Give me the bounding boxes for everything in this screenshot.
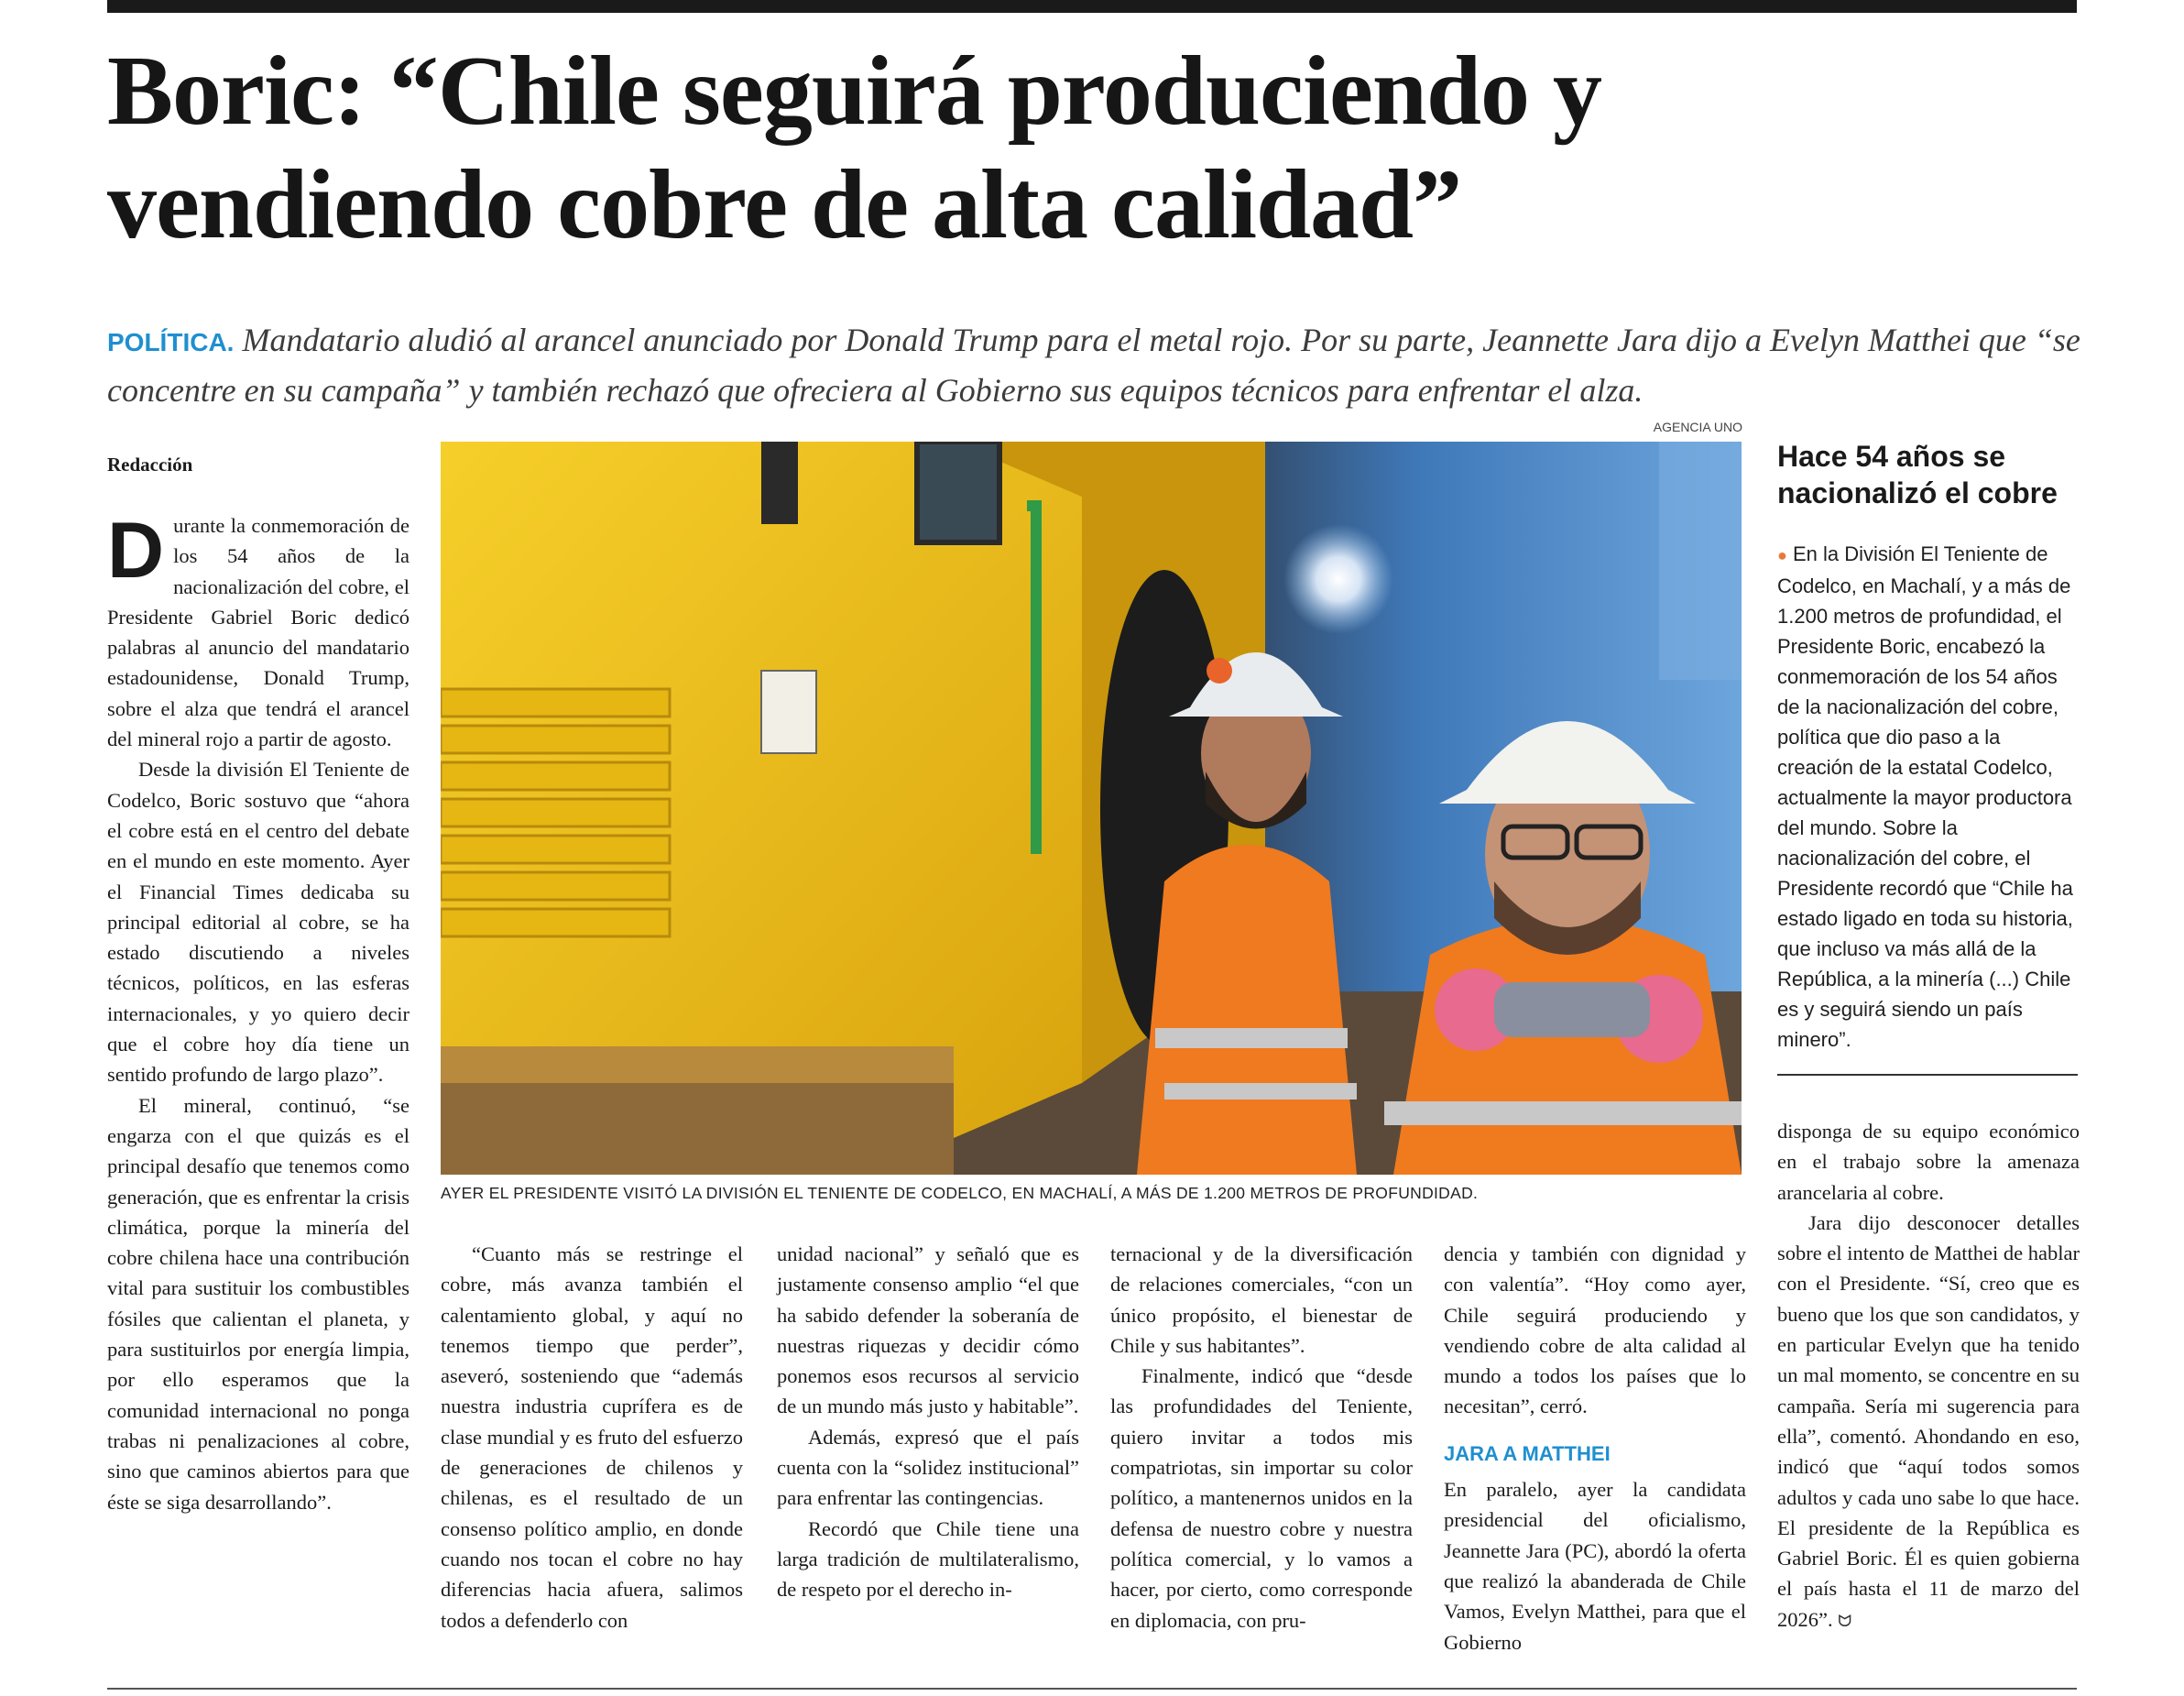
sidebar-text [1777, 539, 2080, 1055]
lead-paragraph [107, 507, 410, 754]
paragraph-text: urante la conmemoración de los 54 años de la nacionalización del cobre, el Presidente Gabriel Boric dedicó palabras al anuncio del mandatario estadounidense, Donald Trump, sobre el alza que tendrá el arancel del mineral rojo a partir de agosto. [107, 514, 410, 751]
bottom-rule [107, 1688, 2077, 1690]
paragraph-text: Jara dijo desconocer detalles sobre el intento de Matthei de hablar con el Presidente. “Sí, creo que es bueno que los que son candidatos, y en particular Evelyn que ha tenido un mal momento, se concentre en su campaña. Sería mi sugerencia para ella”, comentó. Ahondando en eso, indicó que “aquí todos somos adultos y cada uno sabe lo que hace. El presidente de la República es Gabriel Boric. Él es quien gobierna el país hasta el 11 de marzo del 2026”. [1777, 1210, 2080, 1631]
article-column-4 [1110, 1239, 1413, 1636]
paragraph [1777, 1208, 2080, 1636]
headline-line-1: Boric: “Chile seguirá produciendo y [107, 37, 1602, 146]
article-column-3 [777, 1239, 1079, 1605]
paragraph: “Cuanto más se restringe el cobre, más avanza también el calentamiento global, y aquí no tenemos tiempo que perder”, aseveró, sosteniendo que “además nuestra industria cuprífera es de clase mundial y es fruto del esfuerzo de generaciones de chilenos y chilenas, es el resultado de un consenso político amplio, en donde cuando nos tocan el cobre no hay diferencias hacia afuera, salimos todos a defenderlo con [441, 1242, 743, 1632]
byline: Redacción [107, 454, 193, 476]
deck [107, 316, 2086, 414]
article-column-6 [1777, 1116, 2080, 1636]
headline [107, 35, 2123, 262]
article-column-2 [441, 1239, 743, 1636]
deck-text: Mandatario aludió al arancel anunciado por Donald Trump para el metal rojo. Por su parte, Jeannette Jara dijo a Evelyn Matthei que “se concentre en su campaña” y también rechazó que ofreciera al Gobierno sus equipos técnicos para enfrentar el alza. [107, 322, 2080, 409]
paragraph: disponga de su equipo económico en el trabajo sobre la amenaza arancelaria al cobre. [1777, 1120, 2080, 1204]
article-column-1 [107, 507, 410, 1517]
paragraph: Además, expresó que el país cuenta con la “solidez institucional” para enfrentar las contingencias. [777, 1425, 1079, 1510]
paragraph: ternacional y de la diversificación de relaciones comerciales, “con un único propósito, el bienestar de Chile y sus habitantes”. [1110, 1242, 1413, 1357]
news-photo [441, 442, 1742, 1175]
photo-illustration [441, 442, 1742, 1175]
article-column-5 [1444, 1239, 1746, 1658]
bullet-icon: ● [1777, 546, 1787, 564]
top-rule [107, 0, 2077, 13]
end-mark-icon: ᗢ [1838, 1611, 1852, 1630]
headline-line-2: vendiendo cobre de alta calidad” [107, 150, 1462, 259]
section-label: POLÍTICA. [107, 328, 235, 356]
photo-caption: AYER EL PRESIDENTE VISITÓ LA DIVISIÓN EL TENIENTE DE CODELCO, EN MACHALÍ, A MÁS DE 1.200 METROS DE PROFUNDIDAD. [441, 1184, 1479, 1202]
subheading: JARA A MATTHEI [1444, 1441, 1611, 1465]
paragraph: Recordó que Chile tiene una larga tradición de multilateralismo, de respeto por el derecho in- [777, 1516, 1079, 1602]
paragraph: Desde la división El Teniente de Codelco, Boric sostuvo que “ahora el cobre está en el centro del debate en el mundo en este momento. Ayer el Financial Times dedicaba su principal editorial al cobre, se ha estado discutiendo a niveles técnicos, políticos, en las esferas internacionales, y yo quiero decir que el cobre hoy día tiene un sentido profundo de largo plazo”. [107, 758, 410, 1087]
sidebar-divider [1777, 1074, 2078, 1076]
sidebar-title: Hace 54 años se nacionalizó el cobre [1777, 440, 2058, 509]
paragraph: dencia y también con dignidad y con valentía”. “Hoy como ayer, Chile seguirá produciendo y vendiendo cobre de alta calidad al mundo a todos los países que lo necesitan”, cerró. [1444, 1242, 1746, 1418]
paragraph: Finalmente, indicó que “desde las profundidades del Teniente, quiero invitar a todos mis compatriotas, sin importar su color político, a mantenernos unidos en la defensa de nuestro cobre y nuestra política comercial, y lo vamos a hacer, por cierto, como corresponde en diplomacia, con pru- [1110, 1364, 1413, 1632]
drop-cap: D [107, 507, 165, 595]
photo-credit: AGENCIA UNO [1653, 420, 1742, 434]
paragraph: En paralelo, ayer la candidata presidencial del oficialismo, Jeannette Jara (PC), abordó la oferta que realizó la abanderada de Chile Vamos, Evelyn Matthei, para que el Gobierno [1444, 1478, 1746, 1654]
sidebar-body: En la División El Teniente de Codelco, en Machalí, y a más de 1.200 metros de profundidad, el Presidente Boric, encabezó la conmemoración de los 54 años de la nacionalización del cobre, política que dio paso a la creación de la estatal Codelco, actualmente la mayor productora del mundo. Sobre la nacionalización del cobre, el Presidente recordó que “Chile ha estado ligado en toda su historia, que incluso va más allá de la República, a la minería (...) Chile es y seguirá siendo un país minero”. [1777, 542, 2073, 1051]
paragraph: unidad nacional” y señaló que es justamente consenso amplio “el que ha sabido defender la soberanía de nuestras riquezas y decidir cómo ponemos esos recursos al servicio de un mundo más justo y habitable”. [777, 1242, 1079, 1418]
paragraph: El mineral, continuó, “se engarza con el que quizás es el principal desafío que tenemos como generación, que es enfrentar la crisis climática, porque la minería del cobre chilena hace una contribución vital para sustituir los combustibles fósiles que calientan el planeta, y para sustituirlos por energía limpia, por ello esperamos que la comunidad internacional no ponga trabas ni penalizaciones al cobre, sino que caminos abiertos para que éste se siga desarrollando”. [107, 1093, 410, 1514]
